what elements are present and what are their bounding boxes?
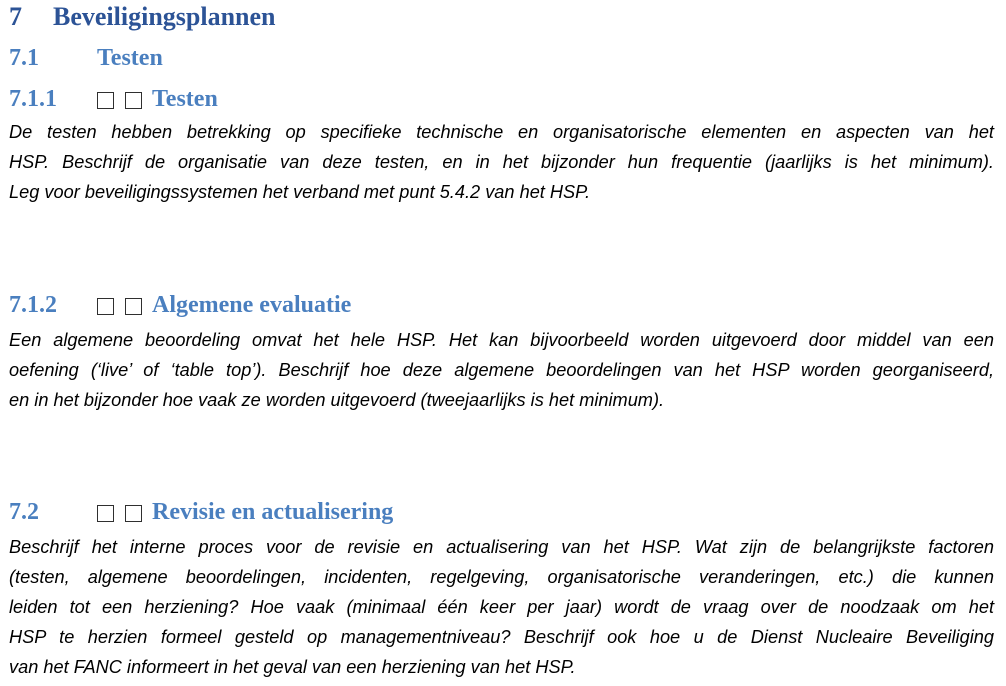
checkbox-icon[interactable] [125,298,142,315]
paragraph-line: oefening (‘live’ of ‘table top’). Beschrijf hoe deze algemene beoordelingen van het HSP worden georganiseerd, [9,360,994,380]
paragraph-7-2 [9,532,994,682]
checkbox-icon[interactable] [125,92,142,109]
checkbox-icon[interactable] [97,505,114,522]
paragraph-line: HSP. Beschrijf de organisatie van deze testen, en in het bijzonder hun frequentie (jaarlijks is het minimum). [9,152,994,172]
paragraph-line: en in het bijzonder hoe vaak ze worden uitgevoerd (tweejaarlijks is het minimum). [9,390,665,410]
heading-section-7-2 [9,495,393,529]
heading-title: Revisie en actualisering [152,498,394,525]
heading-title: Algemene evaluatie [152,291,352,318]
heading-number: 7.2 [9,498,39,525]
paragraph-line: HSP te herzien formeel gesteld op managementniveau? Beschrijf ook hoe u de Dienst Nucleaire Beveiliging [9,627,994,647]
paragraph-7-1-2 [9,325,994,415]
paragraph-line: Leg voor beveiligingssystemen het verband met punt 5.4.2 van het HSP. [9,182,591,202]
heading-number: 7.1.1 [9,85,57,112]
paragraph-line: Beschrijf het interne proces voor de revisie en actualisering van het HSP. Wat zijn de belangrijkste factoren [9,537,994,557]
paragraph-line: leiden tot een herziening? Hoe vaak (minimaal één keer per jaar) wordt de vraag over de noodzaak om het [9,597,994,617]
heading-section-7-1 [9,41,163,75]
heading-title: Testen [97,44,163,71]
checkbox-icon[interactable] [125,505,142,522]
checkbox-icon[interactable] [97,92,114,109]
heading-number: 7 [9,2,22,31]
heading-section-7-1-2 [9,288,351,322]
paragraph-line: van het FANC informeert in het geval van een herziening van het HSP. [9,657,576,677]
paragraph-line: (testen, algemene beoordelingen, incidenten, regelgeving, organisatorische veranderingen, etc.) die kunnen [9,567,994,587]
paragraph-line: De testen hebben betrekking op specifieke technische en organisatorische elementen en aspecten van het [9,122,994,142]
heading-section-7 [9,0,276,34]
heading-section-7-1-1 [9,82,218,116]
checkbox-icon[interactable] [97,298,114,315]
paragraph-7-1-1 [9,117,994,207]
heading-number: 7.1.2 [9,291,57,318]
heading-number: 7.1 [9,44,39,71]
paragraph-line: Een algemene beoordeling omvat het hele HSP. Het kan bijvoorbeeld worden uitgevoerd door middel van een [9,330,994,350]
heading-title: Testen [152,85,218,112]
heading-title: Beveiligingsplannen [53,2,276,31]
